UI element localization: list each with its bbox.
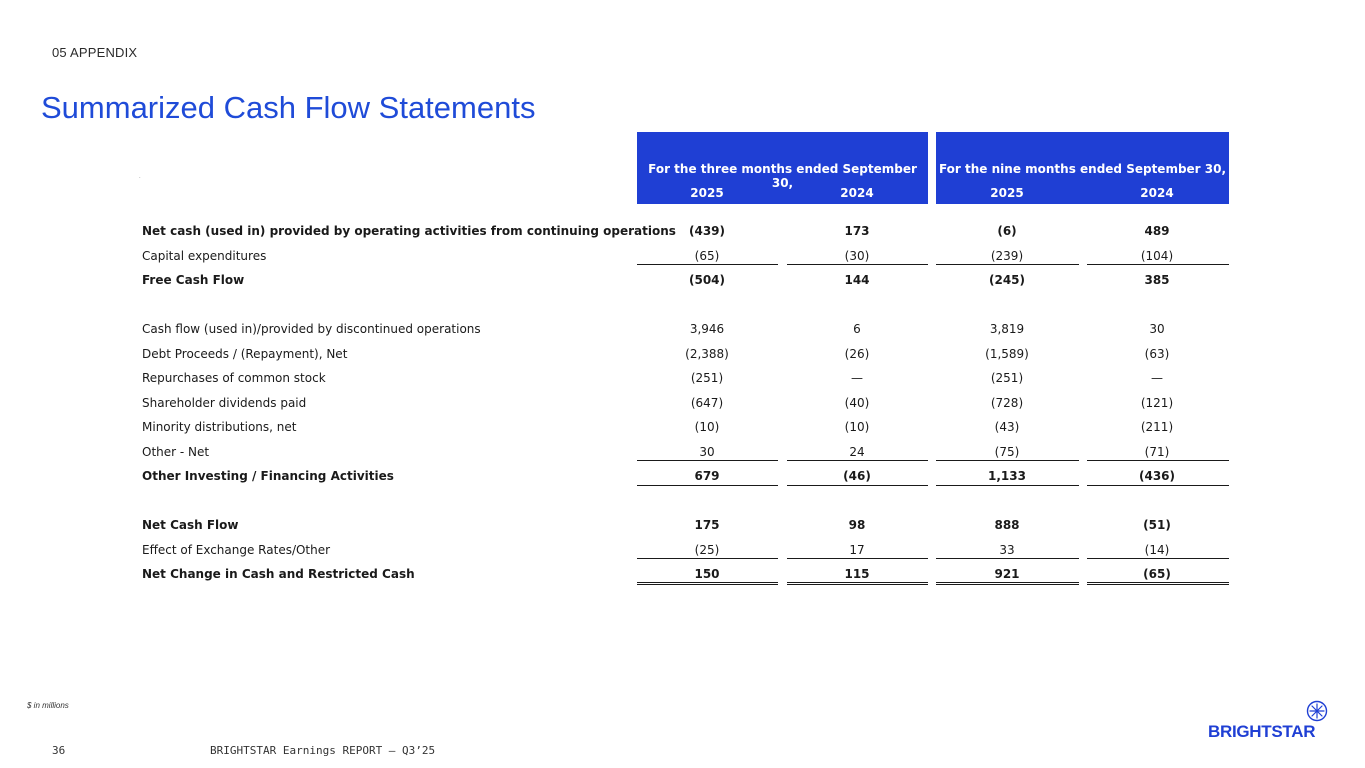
subtotal-rule [936, 485, 1079, 486]
cell-value: (71) [1144, 445, 1170, 459]
total-double-rule [787, 582, 928, 585]
cell-value: 921 [994, 567, 1020, 581]
cell-value: 173 [844, 224, 870, 238]
total-double-rule [936, 582, 1079, 585]
cell-value: 3,819 [989, 322, 1025, 336]
cell-value: 385 [1144, 273, 1170, 287]
subtotal-rule [787, 460, 928, 461]
cell-value: (10) [694, 420, 720, 434]
cell-value: 33 [999, 543, 1015, 557]
row-label: Free Cash Flow [142, 273, 245, 287]
table-row [142, 391, 1232, 415]
cell-value: (63) [1144, 347, 1170, 361]
table-row [142, 366, 1232, 390]
subtotal-rule [936, 460, 1079, 461]
starburst-icon [1306, 700, 1328, 722]
cell-value: (104) [1140, 249, 1174, 263]
cell-value: 17 [849, 543, 865, 557]
row-label: Shareholder dividends paid [142, 396, 307, 410]
cell-value: (26) [844, 347, 870, 361]
subtotal-rule [1087, 460, 1229, 461]
cell-value: (245) [988, 273, 1026, 287]
header-year: 2024 [1140, 186, 1174, 200]
cell-value: (65) [694, 249, 720, 263]
cell-value: 3,946 [689, 322, 725, 336]
cell-value: — [1151, 371, 1163, 385]
table-row [142, 317, 1232, 341]
cell-value: (43) [994, 420, 1020, 434]
row-label: Other Investing / Financing Activities [142, 469, 394, 483]
cell-value: (51) [1143, 518, 1171, 532]
page-title: Summarized Cash Flow Statements [41, 90, 536, 125]
cell-value: (728) [990, 396, 1024, 410]
cell-value: (65) [1143, 567, 1171, 581]
page-number: 36 [52, 744, 66, 757]
subtotal-rule [637, 460, 778, 461]
row-label: Debt Proceeds / (Repayment), Net [142, 347, 348, 361]
row-label: Repurchases of common stock [142, 371, 326, 385]
subtotal-rule [936, 264, 1079, 265]
cell-value: (647) [690, 396, 724, 410]
cell-value: (75) [994, 445, 1020, 459]
cell-value: (25) [694, 543, 720, 557]
logo-wordmark: BRIGHTSTAR [1208, 722, 1316, 741]
table-row [142, 513, 1232, 537]
footer-title: BRIGHTSTAR Earnings REPORT – Q3’25 [210, 744, 436, 757]
cell-value: (1,589) [985, 347, 1029, 361]
subtotal-rule [787, 558, 928, 559]
cell-value: (251) [990, 371, 1024, 385]
cell-value: (2,388) [685, 347, 729, 361]
header-year: 2025 [690, 186, 724, 200]
cell-value: (14) [1144, 543, 1170, 557]
footnote: $ in millions [27, 701, 69, 710]
row-label: Capital expenditures [142, 249, 267, 263]
cell-value: 30 [1149, 322, 1165, 336]
table-row [142, 219, 1232, 243]
subtotal-rule [1087, 264, 1229, 265]
cell-value: (121) [1140, 396, 1174, 410]
row-label: Minority distributions, net [142, 420, 297, 434]
row-label: Cash flow (used in)/provided by discontinued operations [142, 322, 481, 336]
subtotal-rule [787, 485, 928, 486]
cell-value: 115 [844, 567, 870, 581]
cell-value: 144 [844, 273, 870, 287]
subtotal-rule [637, 485, 778, 486]
cell-value: 1,133 [988, 469, 1026, 483]
row-label: Effect of Exchange Rates/Other [142, 543, 331, 557]
row-label: Other - Net [142, 445, 210, 459]
cell-value: (436) [1138, 469, 1176, 483]
header-year: 2024 [840, 186, 874, 200]
subtotal-rule [637, 264, 778, 265]
cell-value: — [851, 371, 863, 385]
brightstar-logo [1208, 700, 1338, 745]
row-label: Net Change in Cash and Restricted Cash [142, 567, 415, 581]
header-three-months [637, 132, 928, 204]
cell-value: 98 [848, 518, 866, 532]
cell-value: (10) [844, 420, 870, 434]
header-nine-months-label: For the nine months ended September 30, [938, 162, 1227, 176]
cell-value: (40) [844, 396, 870, 410]
cell-value: 150 [694, 567, 720, 581]
total-double-rule [1087, 582, 1229, 585]
table-row [142, 342, 1232, 366]
cell-value: (30) [844, 249, 870, 263]
cell-value: (439) [688, 224, 726, 238]
row-label: Net cash (used in) provided by operating activities from continuing operations [142, 224, 676, 238]
table-row [142, 268, 1232, 292]
cell-value: 6 [853, 322, 861, 336]
tiny-mark: . [139, 174, 141, 180]
subtotal-rule [787, 264, 928, 265]
cell-value: 489 [1144, 224, 1170, 238]
subtotal-rule [1087, 558, 1229, 559]
cell-value: 888 [994, 518, 1020, 532]
header-nine-months [936, 132, 1229, 204]
cell-value: 30 [699, 445, 715, 459]
cell-value: (239) [990, 249, 1024, 263]
cell-value: (211) [1140, 420, 1174, 434]
cell-value: (6) [997, 224, 1017, 238]
header-year: 2025 [990, 186, 1024, 200]
subtotal-rule [1087, 485, 1229, 486]
section-label: 05 APPENDIX [52, 45, 138, 60]
cell-value: 679 [694, 469, 720, 483]
cell-value: 175 [694, 518, 720, 532]
cell-value: (251) [690, 371, 724, 385]
subtotal-rule [637, 558, 778, 559]
subtotal-rule [936, 558, 1079, 559]
cell-value: (504) [688, 273, 726, 287]
cell-value: (46) [843, 469, 871, 483]
cell-value: 24 [849, 445, 865, 459]
header-three-months-label: For the three months ended September 30, [648, 162, 917, 190]
total-double-rule [637, 582, 778, 585]
table-row [142, 415, 1232, 439]
row-label: Net Cash Flow [142, 518, 239, 532]
